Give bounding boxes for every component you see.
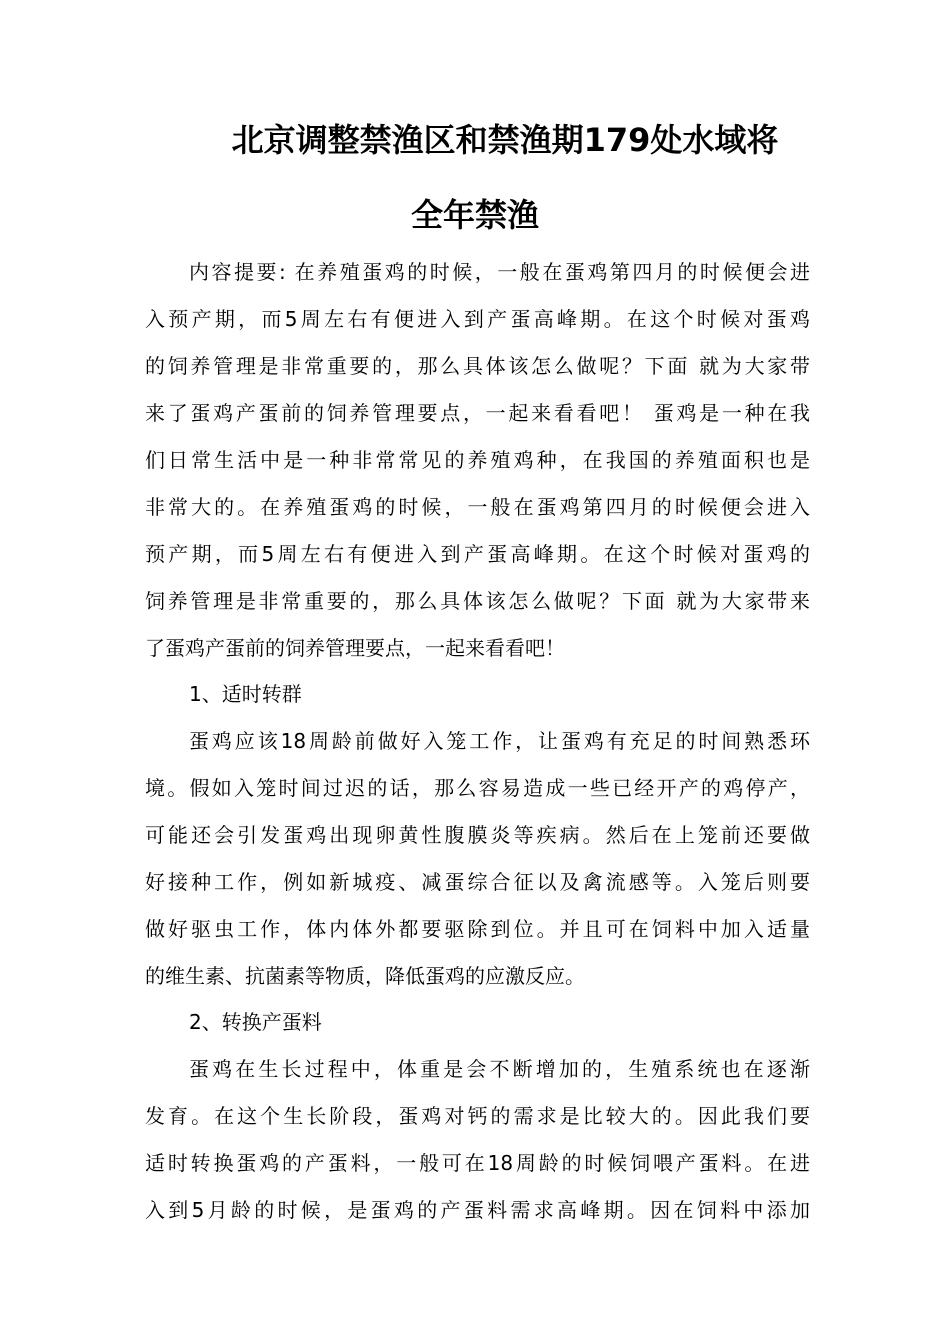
paragraph-line: 的饲养管理是非常重要的，那么具体该怎么做呢？下面 就为大家带 — [145, 354, 810, 378]
document-title-line-1: 北京调整禁渔区和禁渔期179处水域将 — [231, 121, 779, 159]
paragraph-line: 饲养管理是非常重要的，那么具体该怎么做呢？下面 就为大家带来 — [145, 589, 810, 613]
paragraph-line: 非常大的。在养殖蛋鸡的时候，一般在蛋鸡第四月的时候便会进入 — [145, 495, 810, 519]
paragraph-line: 做好驱虫工作，体内体外都要驱除到位。并且可在饲料中加入适量 — [145, 917, 810, 941]
paragraph-line: 入预产期，而5周左右有便进入到产蛋高峰期。在这个时候对蛋鸡 — [145, 307, 810, 331]
paragraph-line: 入到5月龄的时候，是蛋鸡的产蛋料需求高峰期。因在饲料中添加 — [145, 1198, 810, 1222]
paragraph-line: 发育。在这个生长阶段，蛋鸡对钙的需求是比较大的。因此我们要 — [145, 1104, 810, 1128]
paragraph-line: 蛋鸡在生长过程中，体重是会不断增加的，生殖系统也在逐渐 — [189, 1057, 810, 1081]
section-heading: 1、适时转群 — [189, 682, 302, 706]
paragraph-line: 境。假如入笼时间过迟的话，那么容易造成一些已经开产的鸡停产， — [145, 776, 810, 800]
paragraph-line: 的维生素、抗菌素等物质，降低蛋鸡的应激反应。 — [145, 964, 585, 988]
document-title-line-2: 全年禁渔 — [410, 196, 539, 234]
paragraph-line: 来了蛋鸡产蛋前的饲养管理要点，一起来看看吧！ 蛋鸡是一种在我 — [145, 401, 810, 425]
document-body — [145, 0, 810, 1344]
section-heading: 2、转换产蛋料 — [189, 1010, 322, 1034]
paragraph-line: 内容提要: 在养殖蛋鸡的时候，一般在蛋鸡第四月的时候便会进 — [189, 260, 810, 284]
paragraph-line: 们日常生活中是一种非常常见的养殖鸡种，在我国的养殖面积也是 — [145, 448, 810, 472]
paragraph-line: 了蛋鸡产蛋前的饲养管理要点，一起来看看吧！ — [145, 636, 565, 660]
paragraph-line: 好接种工作，例如新城疫、减蛋综合征以及禽流感等。入笼后则要 — [145, 870, 810, 894]
paragraph-line: 可能还会引发蛋鸡出现卵黄性腹膜炎等疾病。然后在上笼前还要做 — [145, 823, 810, 847]
paragraph-line: 预产期，而5周左右有便进入到产蛋高峰期。在这个时候对蛋鸡的 — [145, 542, 810, 566]
paragraph-line: 适时转换蛋鸡的产蛋料，一般可在18周龄的时候饲喂产蛋料。在进 — [145, 1151, 810, 1175]
paragraph-line: 蛋鸡应该18周龄前做好入笼工作，让蛋鸡有充足的时间熟悉环 — [189, 729, 810, 753]
